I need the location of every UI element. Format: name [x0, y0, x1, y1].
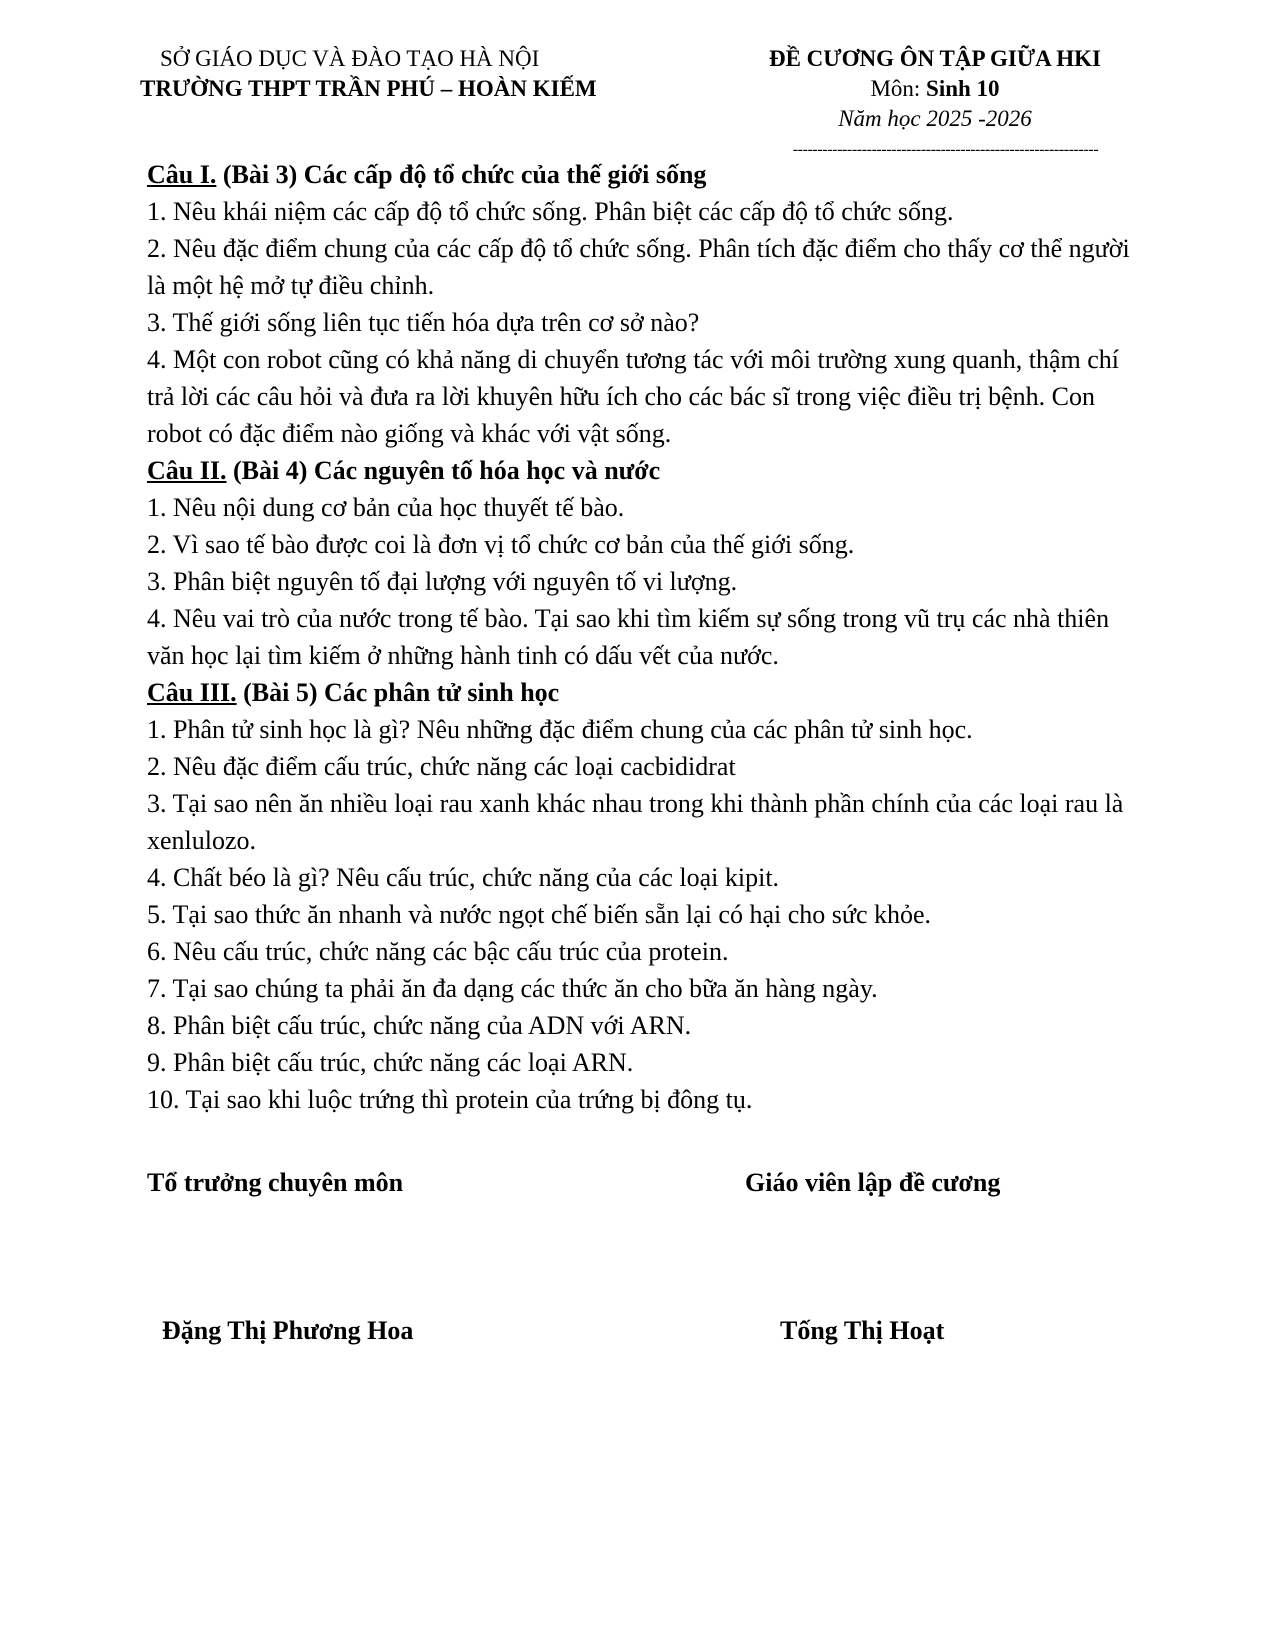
subject-name: Sinh 10 [926, 76, 1000, 101]
question: 4. Nêu vai trò của nước trong tế bào. Tại sao khi tìm kiếm sự sống trong vũ trụ các nhà thiên văn học lại tìm kiếm ở những hành tinh có dấu vết của nước. [147, 604, 1110, 670]
question: 1. Phân tử sinh học là gì? Nêu những đặc điểm chung của các phân tử sinh học. [147, 715, 973, 744]
question: 5. Tại sao thức ăn nhanh và nước ngọt chế biến sẵn lại có hại cho sức khỏe. [147, 900, 932, 929]
question: 10. Tại sao khi luộc trứng thì protein của trứng bị đông tụ. [147, 1085, 753, 1114]
section-heading [147, 674, 1147, 711]
question: 4. Một con robot cũng có khả năng di chuyển tương tác với môi trường xung quanh, thậm chí trả lời các câu hỏi và đưa ra lời khuyên hữu ích cho các bác sĩ trong việc điều trị bệnh. Con robot có đặc điểm nào giống và khác với vật sống. [147, 345, 1120, 448]
question: 3. Tại sao nên ăn nhiều loại rau xanh khác nhau trong khi thành phần chính của các loại rau là xenlulozo. [147, 789, 1124, 855]
signature-role-left: Tổ trưởng chuyên môn [147, 1168, 404, 1197]
question: 9. Phân biệt cấu trúc, chức năng các loại ARN. [147, 1048, 634, 1077]
section-heading [147, 156, 1147, 193]
question: 3. Phân biệt nguyên tố đại lượng với nguyên tố vi lượng. [147, 567, 738, 596]
section-heading [147, 452, 1147, 489]
signer-name-left: Đặng Thị Phương Hoa [162, 1316, 414, 1345]
school-year: Năm học 2025 -2026 [838, 106, 1032, 131]
signature-role-right: Giáo viên lập đề cương [745, 1168, 1001, 1197]
section-label: Câu III. [147, 678, 237, 707]
question: 2. Nêu đặc điểm chung của các cấp độ tổ chức sống. Phân tích đặc điểm cho thấy cơ thể người là một hệ mở tự điều chỉnh. [147, 234, 1130, 300]
question: 1. Nêu khái niệm các cấp độ tổ chức sống. Phân biệt các cấp độ tổ chức sống. [147, 197, 954, 226]
section-label: Câu I. [147, 160, 217, 189]
question: 7. Tại sao chúng ta phải ăn đa dạng các thức ăn cho bữa ăn hàng ngày. [147, 974, 878, 1003]
section-3 [147, 674, 1147, 1118]
subject-label: Môn: [870, 76, 921, 101]
question: 6. Nêu cấu trúc, chức năng các bậc cấu trúc của protein. [147, 937, 729, 966]
question: 2. Vì sao tế bào được coi là đơn vị tổ chức cơ bản của thế giới sống. [147, 530, 855, 559]
section-title: (Bài 3) Các cấp độ tổ chức của thế giới sống [216, 160, 707, 189]
section-1 [147, 156, 1147, 452]
header-left [140, 44, 660, 104]
subject-line [705, 74, 1165, 104]
question: 2. Nêu đặc điểm cấu trúc, chức năng các loại cacbididrat [147, 752, 736, 781]
header-divider: -------------------------------------------------------------- [792, 142, 1099, 158]
section-title: (Bài 5) Các phân tử sinh học [236, 678, 560, 707]
document-title: ĐỀ CƯƠNG ÔN TẬP GIỮA HKI [768, 46, 1102, 71]
school-name: TRƯỜNG THPT TRẦN PHÚ – HOÀN KIẾM [140, 76, 597, 101]
section-2 [147, 452, 1147, 674]
section-label: Câu II. [147, 456, 227, 485]
question: 4. Chất béo là gì? Nêu cấu trúc, chức năng của các loại kipit. [147, 863, 780, 892]
question: 3. Thế giới sống liên tục tiến hóa dựa trên cơ sở nào? [147, 308, 700, 337]
department-name: SỞ GIÁO DỤC VÀ ĐÀO TẠO HÀ NỘI [160, 46, 540, 71]
question: 8. Phân biệt cấu trúc, chức năng của ADN với ARN. [147, 1011, 692, 1040]
signer-name-right: Tống Thị Hoạt [780, 1316, 945, 1345]
question: 1. Nêu nội dung cơ bản của học thuyết tế bào. [147, 493, 625, 522]
section-title: (Bài 4) Các nguyên tố hóa học và nước [226, 456, 661, 485]
outline-content [147, 156, 1147, 1118]
header-right [705, 44, 1165, 158]
